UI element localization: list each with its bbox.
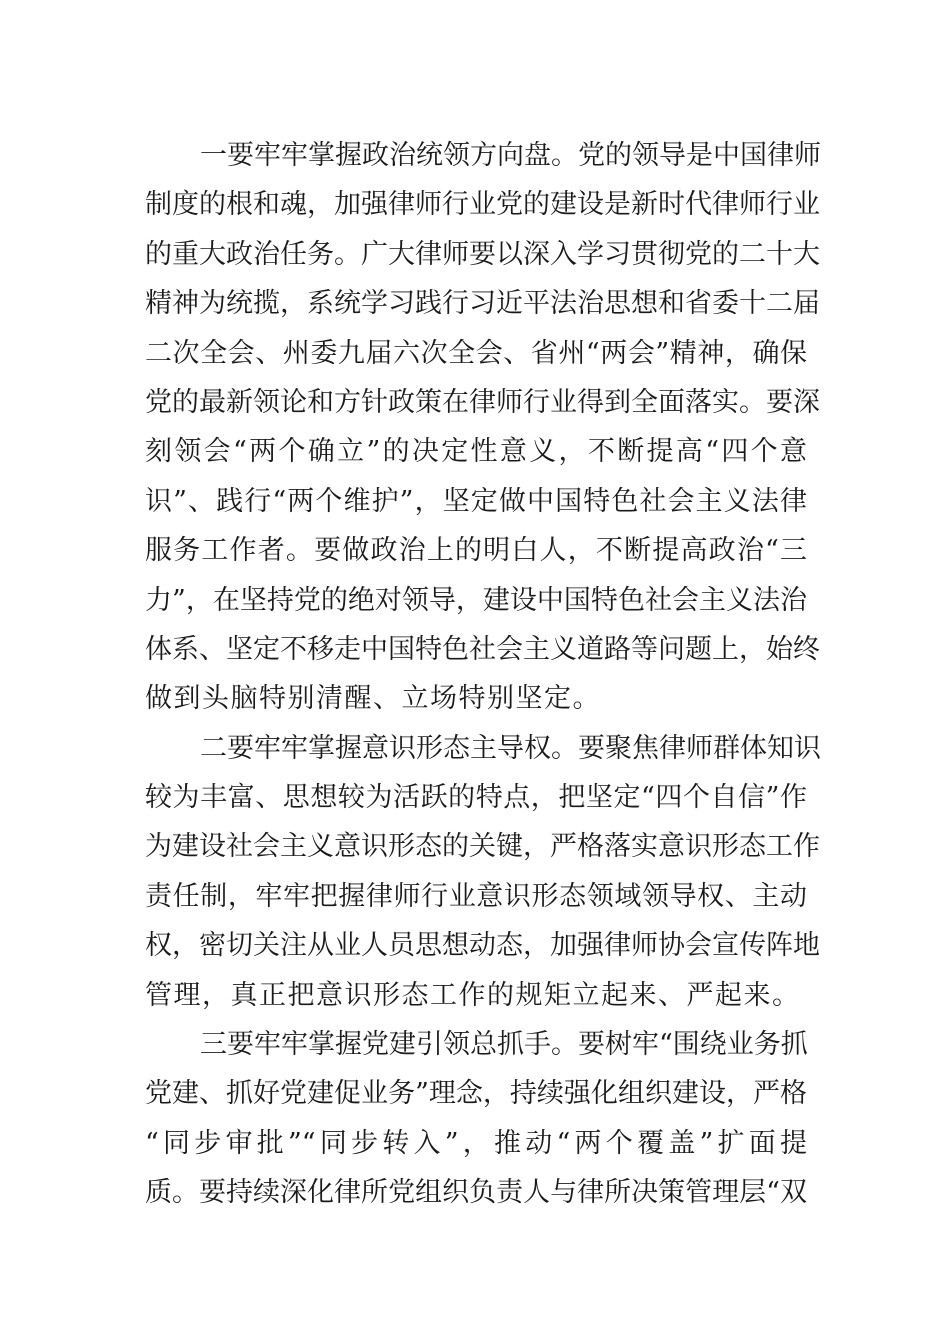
paragraph-1-line-2: 制度的根和魂，加强律师行业党的建设是新时代律师行业 bbox=[145, 189, 820, 221]
paragraph-1-line-8: 识”、践行“两个维护”，坚定做中国特色社会主义法律 bbox=[145, 485, 807, 517]
paragraph-1-line-10: 力”，在坚持党的绝对领导，建设中国特色社会主义法治 bbox=[145, 584, 807, 616]
paragraph-1-line-5: 二次全会、州委九届六次全会、省州“两会”精神，确保 bbox=[145, 337, 807, 369]
paragraph-2-line-6: 管理，真正把意识形态工作的规矩立起来、严起来。 bbox=[145, 979, 801, 1011]
paragraph-3-line-1: 三要牢牢掌握党建引领总抓手。要树牢“围绕业务抓 bbox=[200, 1029, 808, 1061]
paragraph-1-line-1: 一要牢牢掌握政治统领方向盘。党的领导是中国律师 bbox=[200, 140, 821, 171]
paragraph-1-line-12: 做到头脑特别清醒、立场特别坚定。 bbox=[145, 683, 601, 715]
paragraph-2-line-3: 为建设社会主义意识形态的关键，严格落实意识形态工作 bbox=[145, 831, 820, 863]
paragraph-1-line-3: 的重大政治任务。广大律师要以深入学习贯彻党的二十大 bbox=[145, 238, 820, 270]
paragraph-2-line-4: 责任制，牢牢把握律师行业意识形态领域领导权、主动 bbox=[145, 880, 807, 912]
paragraph-2-line-1: 二要牢牢掌握意识形态主导权。要聚焦律师群体知识 bbox=[200, 732, 821, 764]
paragraph-3-line-4: 质。要持续深化律所党组织负责人与律所决策管理层“双 bbox=[145, 1177, 807, 1209]
paragraph-1-line-6: 党的最新领论和方针政策在律师行业得到全面落实。要深 bbox=[145, 386, 820, 418]
paragraph-1-line-4: 精神为统揽，系统学习践行习近平法治思想和省委十二届 bbox=[145, 288, 820, 320]
document-body bbox=[145, 131, 821, 1218]
paragraph-1-line-11: 体系、坚定不移走中国特色社会主义道路等问题上，始终 bbox=[145, 633, 820, 665]
paragraph-2-line-5: 权，密切关注从业人员思想动态，加强律师协会宣传阵地 bbox=[145, 930, 820, 962]
paragraph-3-line-2: 党建、抓好党建促业务”理念，持续强化组织建设，严格 bbox=[145, 1078, 807, 1110]
paragraph-3-line-3: “同步审批”“同步转入”，推动“两个覆盖”扩面提 bbox=[145, 1127, 807, 1159]
paragraph-2-line-2: 较为丰富、思想较为活跃的特点，把坚定“四个自信”作 bbox=[145, 782, 807, 814]
paragraph-1-line-7: 刻领会“两个确立”的决定性意义，不断提高“四个意 bbox=[145, 436, 807, 468]
paragraph-1-line-9: 服务工作者。要做政治上的明白人，不断提高政治“三 bbox=[145, 535, 807, 567]
